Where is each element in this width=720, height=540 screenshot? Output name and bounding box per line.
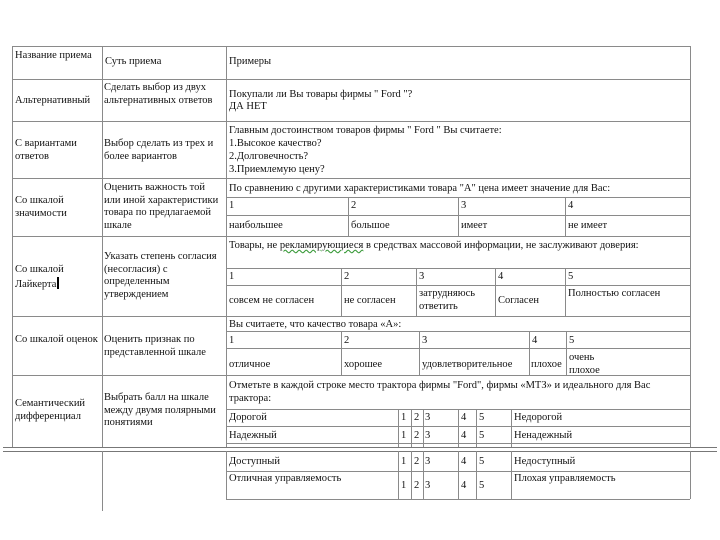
cell-border — [565, 268, 566, 316]
scale-label: Полностью согласен — [568, 288, 661, 299]
scale-label: очень плохое — [569, 352, 600, 376]
row-divider — [12, 178, 690, 179]
cell-border — [458, 409, 459, 447]
cell-border — [476, 451, 477, 499]
page-break — [3, 447, 717, 452]
method-name: Со шкалой оценок — [15, 334, 98, 345]
scale-number: 4 — [461, 456, 467, 467]
method-essence: Указать степень согласия (несогласия) с определенным утверждением — [104, 251, 217, 300]
cell-border — [511, 451, 512, 499]
method-essence: Выбор сделать из трех и более вариантов — [104, 138, 214, 162]
scale-number: 2 — [414, 480, 420, 491]
pole-right: Недоступный — [514, 456, 576, 467]
col-border — [690, 46, 691, 447]
scale-number: 4 — [461, 412, 467, 423]
method-name: Семантический дифференциал — [15, 398, 86, 422]
pole-left: Дорогой — [229, 412, 267, 423]
scale-label: затрудняюсь ответить — [419, 288, 476, 312]
cell-border — [511, 409, 512, 447]
header-examples: Примеры — [229, 56, 272, 67]
scale-number: 4 — [461, 480, 467, 491]
header-essence: Суть приема — [105, 56, 162, 67]
scale-number: 5 — [479, 456, 485, 467]
row-divider — [12, 236, 690, 237]
scale-number: 2 — [344, 271, 350, 282]
method-name: Со шкалой Лайкерта — [15, 264, 64, 290]
scale-label: Согласен — [498, 295, 539, 306]
cell-border — [398, 451, 399, 499]
method-essence: Выбрать балл на шкале между двумя полярными понятиями — [104, 392, 216, 428]
scale-number: 2 — [414, 456, 420, 467]
cell-border — [423, 409, 424, 447]
scale-number: 4 — [461, 430, 467, 441]
cell-border — [341, 268, 342, 316]
scale-number: 2 — [351, 200, 357, 211]
scale-number: 3 — [425, 456, 431, 467]
cell-border — [398, 409, 399, 447]
pole-right: Недорогой — [514, 412, 563, 423]
method-name-likert — [15, 264, 101, 291]
method-name: С вариантами ответов — [15, 138, 77, 162]
col-border — [226, 451, 227, 499]
scale-number: 1 — [401, 430, 407, 441]
row-divider — [12, 79, 690, 80]
statement-spellcheck-word: рекламирующиеся — [279, 240, 364, 251]
scale-number: 1 — [229, 271, 235, 282]
cell-border — [476, 409, 477, 447]
example-question: Вы считаете, что качество товара «А»: — [229, 319, 402, 330]
cell-border — [348, 197, 349, 236]
scale-label: хорошее — [344, 359, 383, 370]
pole-left: Отличная управляемость — [229, 473, 342, 484]
col-border — [226, 46, 227, 447]
scale-number: 5 — [568, 271, 574, 282]
example-question: Главным достоинством товаров фирмы " Ford " Вы считаете: — [229, 125, 502, 136]
example-answers: ДА НЕТ — [229, 101, 267, 112]
scale-number: 5 — [479, 480, 485, 491]
cell-border — [458, 197, 459, 236]
scale-number: 2 — [414, 430, 420, 441]
scale-number: 5 — [479, 430, 485, 441]
cell-border — [565, 197, 566, 236]
scale-number: 3 — [425, 480, 431, 491]
example-question: Отметьте в каждой строке место трактора фирмы "Ford", фирмы «МТЗ» и идеального для Вас трактора: — [229, 380, 651, 404]
pole-left: Доступный — [229, 456, 280, 467]
statement-part: в средствах массовой информации, не заслуживают доверия: — [363, 240, 639, 251]
cell-border — [529, 331, 530, 375]
option-1: 1.Высокое качество? — [229, 138, 322, 149]
cell-border — [341, 331, 342, 375]
header-method: Название приема — [15, 50, 92, 61]
scale-number: 3 — [425, 430, 431, 441]
cell-border — [411, 451, 412, 499]
scale-number: 1 — [401, 480, 407, 491]
row-divider — [12, 121, 690, 122]
example-question: По сравнению с другими характеристиками товара "А" цена имеет значение для Вас: — [229, 183, 611, 194]
scale-number: 3 — [425, 412, 431, 423]
scale-label: совсем не согласен — [229, 295, 315, 306]
cell-border — [419, 331, 420, 375]
example-question: Покупали ли Вы товары фирмы " Ford "? — [229, 89, 413, 100]
scale-number: 1 — [229, 335, 235, 346]
method-essence: Оценить важность той или иной характеристики товара по предлагаемой шкале — [104, 182, 219, 231]
method-name: Со шкалой значимости — [15, 195, 67, 219]
scale-label: плохое — [531, 359, 562, 370]
option-2: 2.Долговечность? — [229, 151, 309, 162]
cell-border — [495, 268, 496, 316]
col-border — [12, 46, 13, 447]
col-border — [102, 451, 103, 511]
col-border — [690, 451, 691, 499]
cell-border — [411, 409, 412, 447]
cell-border — [416, 268, 417, 316]
scale-number: 3 — [422, 335, 428, 346]
row-divider — [226, 268, 690, 269]
scale-number: 5 — [479, 412, 485, 423]
example-statement — [229, 240, 687, 253]
scale-label: отличное — [229, 359, 271, 370]
table-top-border — [12, 46, 690, 47]
scale-number: 1 — [229, 200, 235, 211]
scale-number: 4 — [498, 271, 504, 282]
cell-border — [423, 451, 424, 499]
scale-number: 4 — [532, 335, 538, 346]
scale-number: 3 — [461, 200, 467, 211]
row-divider — [12, 316, 690, 317]
scale-number: 2 — [344, 335, 350, 346]
scale-label: удовлетворительное — [422, 359, 513, 370]
cell-border — [458, 451, 459, 499]
scale-label: наибольшее — [229, 220, 283, 231]
option-3: 3.Приемлемую цену? — [229, 164, 325, 175]
text-cursor — [57, 277, 59, 289]
method-essence: Сделать выбор из двух альтернативных ответов — [104, 82, 213, 106]
scale-number: 3 — [419, 271, 425, 282]
statement-part: Товары, не — [229, 240, 280, 251]
scale-number: 1 — [401, 456, 407, 467]
method-essence: Оценить признак по представленной шкале — [104, 334, 206, 358]
scale-label: большое — [351, 220, 390, 231]
scale-label: имеет — [461, 220, 488, 231]
row-divider — [226, 348, 690, 349]
method-name: Альтернативный — [15, 95, 91, 106]
pole-right: Ненадежный — [514, 430, 573, 441]
scale-label: не имеет — [568, 220, 608, 231]
scale-number: 4 — [568, 200, 574, 211]
row-divider — [226, 285, 690, 286]
pole-right: Плохая управляемость — [514, 473, 616, 484]
scale-number: 5 — [569, 335, 575, 346]
cell-border — [566, 331, 567, 375]
col-border — [102, 46, 103, 447]
pole-left: Надежный — [229, 430, 277, 441]
scale-number: 1 — [401, 412, 407, 423]
scale-label: не согласен — [344, 295, 396, 306]
table-bottom-border — [226, 499, 690, 500]
scale-number: 2 — [414, 412, 420, 423]
